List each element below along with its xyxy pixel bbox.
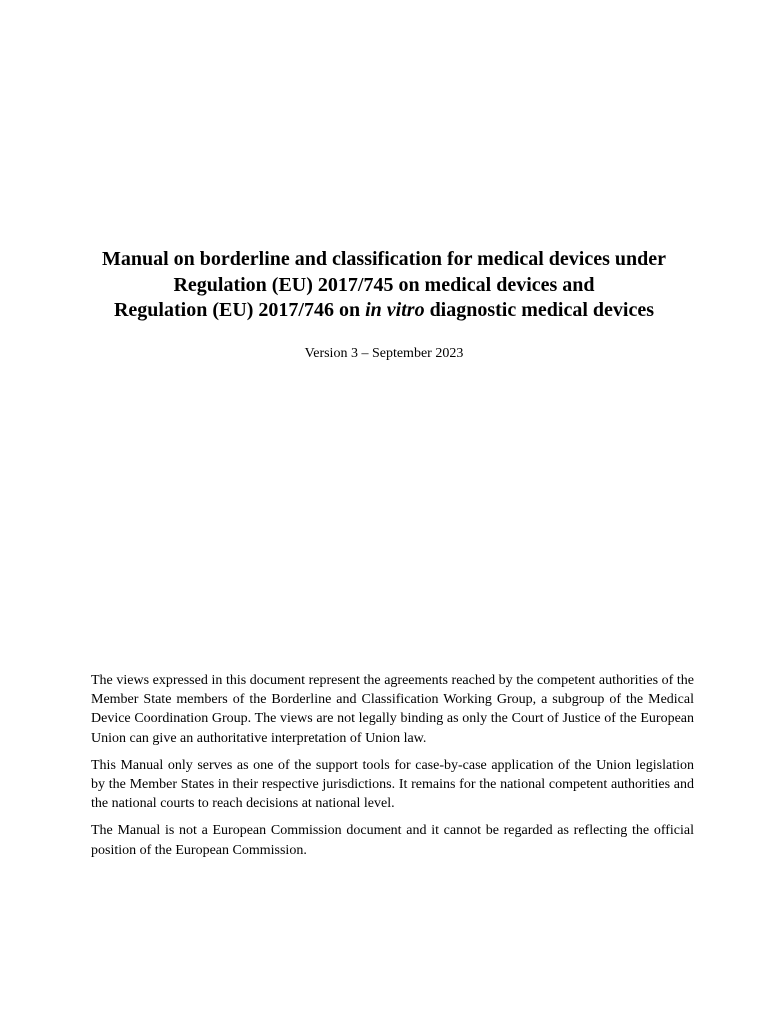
- title-italic-in-vitro: in vitro: [365, 299, 425, 321]
- title-line-3-start: Regulation (EU) 2017/746 on: [113, 299, 366, 321]
- disclaimer-section: [91, 671, 694, 868]
- version-line: Version 3 – September 2023: [304, 346, 464, 361]
- disclaimer-paragraph-2: This Manual only serves as one of the support tools for case-by-case application of the Union legislation by the Member States in their respective jurisdictions. It remains for the national competent authorities and the national courts to reach decisions at national level.: [91, 757, 694, 812]
- disclaimer-paragraph-1: The views expressed in this document represent the agreements reached by the competent authorities of the Member State members of the Borderline and Classification Working Group, a subgroup of the Medical Device Coordination Group. The views are not legally binding as only the Court of Justice of the European Union can give an authoritative interpretation of Union law.: [91, 673, 694, 746]
- document-title: [60, 247, 708, 324]
- title-line-3: [60, 298, 708, 324]
- title-line-3-end: diagnostic medical devices: [424, 299, 654, 321]
- disclaimer-paragraph-3: The Manual is not a European Commission document and it cannot be regarded as reflecting the official position of the European Commission.: [91, 823, 694, 858]
- title-line-1: Manual on borderline and classification for medical devices under: [101, 248, 667, 270]
- title-line-2: Regulation (EU) 2017/745 on medical devices and: [173, 273, 595, 296]
